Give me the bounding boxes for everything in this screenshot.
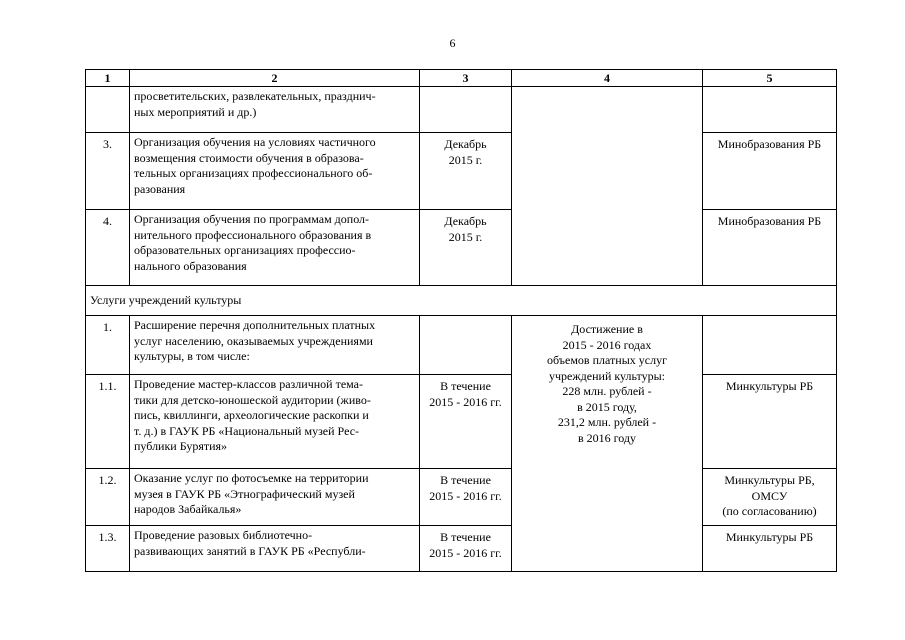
row-term: В течение 2015 - 2016 гг. (420, 469, 512, 526)
section-title: Услуги учреждений культуры (86, 286, 837, 316)
table-row (86, 526, 837, 572)
table-header-row (86, 70, 837, 87)
header-col-4: 4 (512, 70, 703, 87)
table-row (86, 87, 837, 133)
row-responsible: Минкультуры РБ, ОМСУ (по согласованию) (703, 469, 837, 526)
row-term: Декабрь 2015 г. (420, 133, 512, 210)
table-row (86, 210, 837, 286)
header-col-3: 3 (420, 70, 512, 87)
row-text: Организация обучения по программам допол- нительного профессионального образования в образовательных организациях профессио- нального образования (130, 210, 420, 286)
row-responsible (703, 87, 837, 133)
row-responsible: Минкультуры РБ (703, 375, 837, 469)
table-row (86, 133, 837, 210)
row-number: 3. (86, 133, 130, 210)
row-responsible: Минобразования РБ (703, 133, 837, 210)
row-number (86, 87, 130, 133)
row-responsible: Минобразования РБ (703, 210, 837, 286)
row-term (420, 316, 512, 375)
header-col-5: 5 (703, 70, 837, 87)
section-row (86, 286, 837, 316)
row-number: 1. (86, 316, 130, 375)
row-text: Расширение перечня дополнительных платных услуг населению, оказываемых учреждениями культуры, в том числе: (130, 316, 420, 375)
row-term: В течение 2015 - 2016 гг. (420, 375, 512, 469)
table-row (86, 469, 837, 526)
row-number: 1.1. (86, 375, 130, 469)
row-responsible (703, 316, 837, 375)
row-number: 1.3. (86, 526, 130, 572)
row-text: Проведение мастер-классов различной тема- тики для детско-юношеской аудитории (живо- пись, квиллинги, археологические раскопки и т. д.) в ГАУК РБ «Национальный музей Рес- публики Бурятия» (130, 375, 420, 469)
header-col-1: 1 (86, 70, 130, 87)
table-row (86, 375, 837, 469)
row-term (420, 87, 512, 133)
culture-result: Достижение в 2015 - 2016 годах объемов платных услуг учреждений культуры: 228 млн. рублей - в 2015 году, 231,2 млн. рублей - в 2016 году (512, 316, 703, 572)
row-text: Проведение разовых библиотечно- развивающих занятий в ГАУК РБ «Республи- (130, 526, 420, 572)
row-term: Декабрь 2015 г. (420, 210, 512, 286)
row-text: просветительских, развлекательных, празднич- ных мероприятий и др.) (130, 87, 420, 133)
row-text: Организация обучения на условиях частичного возмещения стоимости обучения в образова- тельных организациях профессионального об- разования (130, 133, 420, 210)
table-row (86, 316, 837, 375)
row-term: В течение 2015 - 2016 гг. (420, 526, 512, 572)
row-text: Оказание услуг по фотосъемке на территории музея в ГАУК РБ «Этнографический музей народов Забайкалья» (130, 469, 420, 526)
measures-table (85, 69, 837, 572)
row-number: 4. (86, 210, 130, 286)
page-number: 6 (449, 36, 456, 50)
header-col-2: 2 (130, 70, 420, 87)
row-result-empty (512, 87, 703, 286)
row-responsible: Минкультуры РБ (703, 526, 837, 572)
row-number: 1.2. (86, 469, 130, 526)
